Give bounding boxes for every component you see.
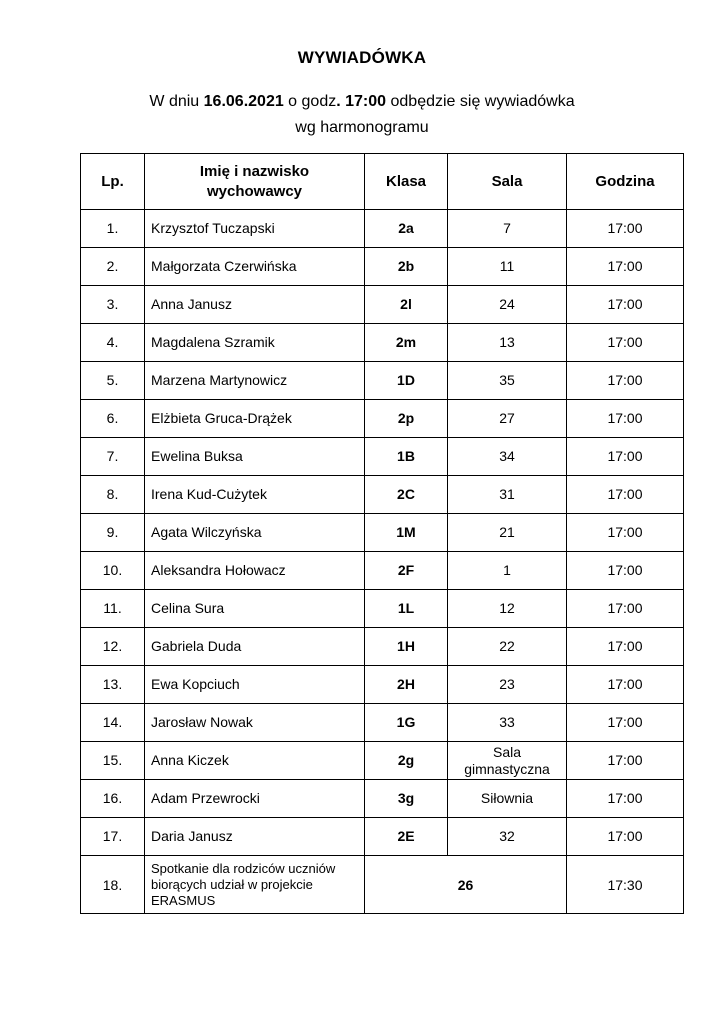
cell-klasa: 1B [365, 438, 448, 476]
cell-sala: 34 [448, 438, 567, 476]
cell-lp: 6. [81, 400, 145, 438]
cell-godzina: 17:30 [567, 856, 684, 914]
cell-name: Daria Janusz [145, 818, 365, 856]
table-row [81, 476, 684, 514]
table-row [81, 210, 684, 248]
cell-name: Elżbieta Gruca-Drążek [145, 400, 365, 438]
table-header-row [81, 154, 684, 210]
table-row [81, 400, 684, 438]
cell-lp: 10. [81, 552, 145, 590]
table-row [81, 362, 684, 400]
cell-klasa: 2p [365, 400, 448, 438]
cell-godzina: 17:00 [567, 476, 684, 514]
cell-lp: 1. [81, 210, 145, 248]
document-title: WYWIADÓWKA [297, 48, 427, 67]
cell-klasa: 1H [365, 628, 448, 666]
cell-sala: Siłownia [448, 780, 567, 818]
table-row [81, 818, 684, 856]
intro-part2: o godz [283, 93, 337, 110]
header-sala: Sala [448, 154, 567, 210]
cell-name: Spotkanie dla rodziców uczniów biorących udział w projekcie ERASMUS [145, 856, 365, 914]
cell-sala: 1 [448, 552, 567, 590]
cell-godzina: 17:00 [567, 210, 684, 248]
cell-sala: 35 [448, 362, 567, 400]
cell-lp: 2. [81, 248, 145, 286]
cell-lp: 5. [81, 362, 145, 400]
cell-klasa: 2F [365, 552, 448, 590]
cell-name: Marzena Martynowicz [145, 362, 365, 400]
cell-godzina: 17:00 [567, 324, 684, 362]
cell-godzina: 17:00 [567, 590, 684, 628]
cell-name: Agata Wilczyńska [145, 514, 365, 552]
schedule-table [80, 153, 684, 914]
cell-lp: 7. [81, 438, 145, 476]
cell-name: Irena Kud-Cużytek [145, 476, 365, 514]
intro-line-1 [0, 89, 724, 115]
cell-godzina: 17:00 [567, 248, 684, 286]
cell-godzina: 17:00 [567, 628, 684, 666]
header-klasa: Klasa [365, 154, 448, 210]
cell-klasa: 3g [365, 780, 448, 818]
cell-name: Gabriela Duda [145, 628, 365, 666]
intro-dot: . [336, 93, 341, 110]
cell-klasa: 2m [365, 324, 448, 362]
cell-sala: 32 [448, 818, 567, 856]
cell-klasa: 1L [365, 590, 448, 628]
cell-lp: 13. [81, 666, 145, 704]
table-row [81, 666, 684, 704]
intro-line-2: wg harmonogramu [295, 119, 429, 136]
cell-godzina: 17:00 [567, 362, 684, 400]
cell-klasa: 2g [365, 742, 448, 780]
header-name-line1: Imię i nazwisko [199, 162, 310, 180]
cell-name: Krzysztof Tuczapski [145, 210, 365, 248]
cell-godzina: 17:00 [567, 514, 684, 552]
table-row [81, 704, 684, 742]
table-row [81, 628, 684, 666]
cell-klasa: 2E [365, 818, 448, 856]
cell-godzina: 17:00 [567, 818, 684, 856]
cell-sala: 7 [448, 210, 567, 248]
cell-lp: 17. [81, 818, 145, 856]
cell-klasa: 1M [365, 514, 448, 552]
cell-name: Ewa Kopciuch [145, 666, 365, 704]
cell-lp: 11. [81, 590, 145, 628]
table-row-erasmus [81, 856, 684, 914]
meeting-date: 16.06.2021 [203, 93, 284, 110]
cell-name: Aleksandra Hołowacz [145, 552, 365, 590]
cell-sala: 11 [448, 248, 567, 286]
cell-klasa: 2a [365, 210, 448, 248]
header-name-line2: wychowawcy [206, 182, 303, 200]
table-row [81, 780, 684, 818]
cell-godzina: 17:00 [567, 400, 684, 438]
cell-sala: Sala gimnastyczna [448, 742, 567, 780]
cell-klasa: 2l [365, 286, 448, 324]
header-lp: Lp. [81, 154, 145, 210]
table-row [81, 552, 684, 590]
cell-godzina: 17:00 [567, 286, 684, 324]
cell-godzina: 17:00 [567, 666, 684, 704]
cell-sala: 26 [365, 856, 567, 914]
cell-lp: 4. [81, 324, 145, 362]
cell-klasa: 1G [365, 704, 448, 742]
table-row [81, 742, 684, 780]
cell-name: Jarosław Nowak [145, 704, 365, 742]
cell-name: Małgorzata Czerwińska [145, 248, 365, 286]
intro-part3: odbędzie się wywiadówka [386, 93, 575, 110]
cell-lp: 12. [81, 628, 145, 666]
cell-name: Anna Janusz [145, 286, 365, 324]
header-godzina: Godzina [567, 154, 684, 210]
cell-name: Adam Przewrocki [145, 780, 365, 818]
cell-lp: 14. [81, 704, 145, 742]
cell-godzina: 17:00 [567, 704, 684, 742]
cell-sala: 13 [448, 324, 567, 362]
cell-klasa: 1D [365, 362, 448, 400]
cell-lp: 8. [81, 476, 145, 514]
table-body [81, 210, 684, 914]
header-name [145, 154, 365, 210]
cell-name: Ewelina Buksa [145, 438, 365, 476]
table-row [81, 324, 684, 362]
cell-sala: 24 [448, 286, 567, 324]
meeting-time: 17:00 [340, 93, 387, 110]
cell-klasa: 2b [365, 248, 448, 286]
cell-lp: 18. [81, 856, 145, 914]
cell-klasa: 2H [365, 666, 448, 704]
table-row [81, 286, 684, 324]
cell-sala: 21 [448, 514, 567, 552]
cell-lp: 15. [81, 742, 145, 780]
cell-sala: 22 [448, 628, 567, 666]
cell-godzina: 17:00 [567, 742, 684, 780]
cell-lp: 3. [81, 286, 145, 324]
table-row [81, 248, 684, 286]
cell-sala: 27 [448, 400, 567, 438]
cell-lp: 9. [81, 514, 145, 552]
cell-sala: 23 [448, 666, 567, 704]
cell-sala: 33 [448, 704, 567, 742]
cell-name: Anna Kiczek [145, 742, 365, 780]
table-row [81, 438, 684, 476]
cell-name: Magdalena Szramik [145, 324, 365, 362]
intro-text [0, 89, 724, 141]
cell-name: Celina Sura [145, 590, 365, 628]
cell-sala: 12 [448, 590, 567, 628]
cell-sala: 31 [448, 476, 567, 514]
table-row [81, 514, 684, 552]
cell-lp: 16. [81, 780, 145, 818]
table-row [81, 590, 684, 628]
intro-part1: W dniu [149, 93, 204, 110]
cell-klasa: 2C [365, 476, 448, 514]
cell-godzina: 17:00 [567, 438, 684, 476]
cell-godzina: 17:00 [567, 780, 684, 818]
cell-godzina: 17:00 [567, 552, 684, 590]
